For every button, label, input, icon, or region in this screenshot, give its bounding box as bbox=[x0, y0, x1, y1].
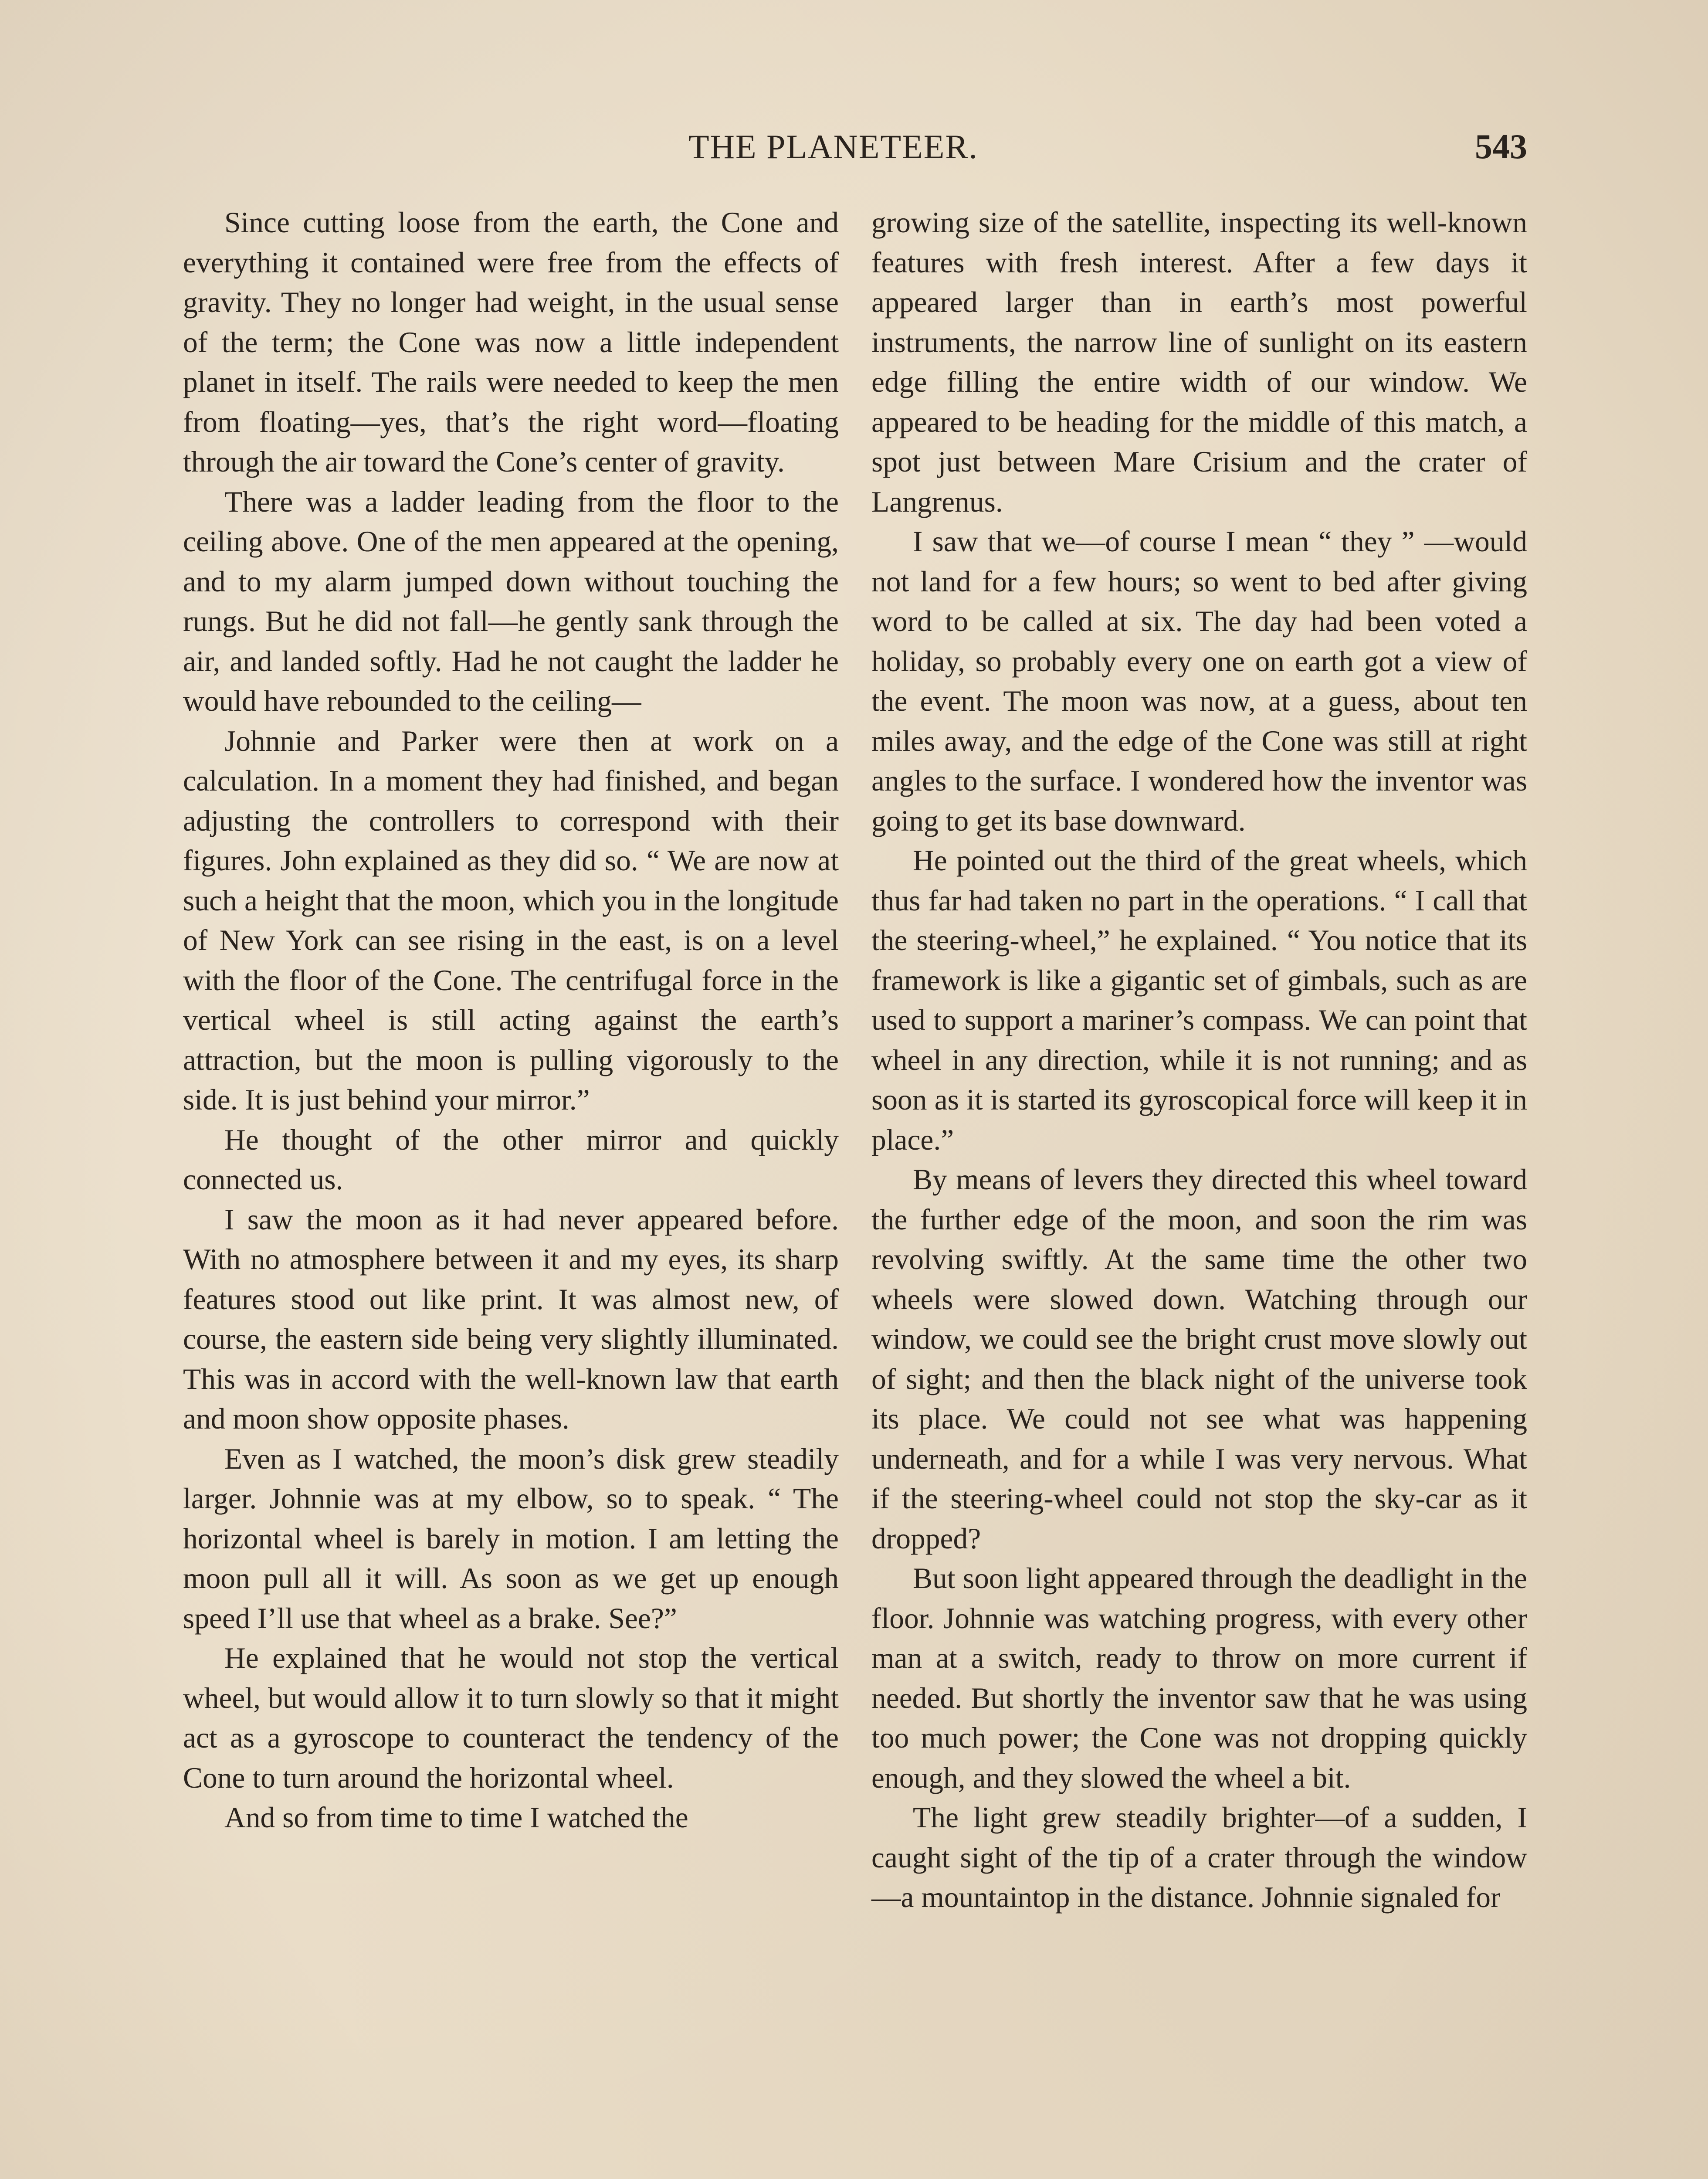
right-column bbox=[871, 203, 1527, 1918]
paragraph: By means of levers they directed this wheel toward the further edge of the moon, and soon the rim was revolving swiftly. At the same time the other two wheels were slowed down. Watching through our window, we could see the bright crust move slowly out of sight; and then the black night of the universe took its place. We could not see what was happening underneath, and for a while I was very nervous. What if the steering-wheel could not stop the sky-car as it dropped? bbox=[871, 1163, 1527, 1555]
paragraph: I saw that we—of course I mean “ they ” —would not land for a few hours; so went to bed after giving word to be called at six. The day had been voted a holiday, so probably every one on earth got a view of the event. The moon was now, at a guess, about ten miles away, and the edge of the Cone was still at right angles to the surface. I wondered how the inventor was going to get its base downward. bbox=[871, 525, 1527, 837]
paragraph: But soon light appeared through the deadlight in the floor. Johnnie was watching progress, with every other man at a switch, ready to throw on more current if needed. But shortly the inventor saw that he was using too much power; the Cone was not dropping quickly enough, and they slowed the wheel a bit. bbox=[871, 1562, 1527, 1794]
paragraph: The light grew steadily brighter—of a sudden, I caught sight of the tip of a crater through the window—a mountaintop in the distance. Johnnie signaled for bbox=[871, 1801, 1527, 1914]
paragraph: He explained that he would not stop the vertical wheel, but would allow it to turn slowly so that it might act as a gyroscope to counteract the tendency of the Cone to turn around the horizontal wheel. bbox=[183, 1642, 839, 1794]
paragraph: I saw the moon as it had never appeared before. With no atmosphere between it and my eyes, its sharp features stood out like print. It was almost new, of course, the eastern side being very slightly illuminated. This was in accord with the well-known law that earth and moon show opposite phases. bbox=[183, 1203, 839, 1435]
paragraph-continued: growing size of the satellite, inspecting its well-known features with fresh interest. After a few days it appeared larger than in earth’s most powerful instruments, the narrow line of sunlight on its eastern edge filling the entire width of our window. We appeared to be heading for the middle of this match, a spot just between Mare Crisium and the crater of Langrenus. bbox=[871, 206, 1527, 518]
paragraph: He thought of the other mirror and quickly connected us. bbox=[183, 1123, 839, 1196]
running-head bbox=[0, 127, 1708, 175]
running-title: THE PLANETEER. bbox=[688, 128, 978, 166]
page-number: 543 bbox=[1475, 128, 1527, 166]
paragraph: There was a ladder leading from the floor to the ceiling above. One of the men appeared at the opening, and to my alarm jumped down without touching the rungs. But he did not fall—he gently sank through the air, and landed softly. Had he not caught the ladder he would have rebounded to the ceiling— bbox=[183, 485, 839, 717]
paragraph: Since cutting loose from the earth, the Cone and everything it contained were free from the effects of gravity. They no longer had weight, in the usual sense of the term; the Cone was now a little independent planet in itself. The rails were needed to keep the men from floating—yes, that’s the right word—floating through the air toward the Cone’s center of gravity. bbox=[183, 206, 839, 478]
paragraph: And so from time to time I watched the bbox=[224, 1801, 688, 1834]
left-column bbox=[183, 203, 839, 1838]
paragraph: Even as I watched, the moon’s disk grew steadily larger. Johnnie was at my elbow, so to speak. “ The horizontal wheel is barely in motion. I am letting the moon pull all it will. As soon as we get up enough speed I’ll use that wheel as a brake. See?” bbox=[183, 1442, 839, 1635]
paragraph: Johnnie and Parker were then at work on a calculation. In a moment they had finished, and began adjusting the controllers to correspond with their figures. John explained as they did so. “ We are now at such a height that the moon, which you in the longitude of New York can see rising in the east, is on a level with the floor of the Cone. The centrifugal force in the vertical wheel is still acting against the earth’s attraction, but the moon is pulling vigorously to the side. It is just behind your mirror.” bbox=[183, 724, 839, 1116]
paragraph: He pointed out the third of the great wheels, which thus far had taken no part in the operations. “ I call that the steering-wheel,” he explained. “ You notice that its framework is like a gigantic set of gimbals, such as are used to support a mariner’s compass. We can point that wheel in any direction, while it is not running; and as soon as it is started its gyroscopical force will keep it in place.” bbox=[871, 844, 1527, 1156]
